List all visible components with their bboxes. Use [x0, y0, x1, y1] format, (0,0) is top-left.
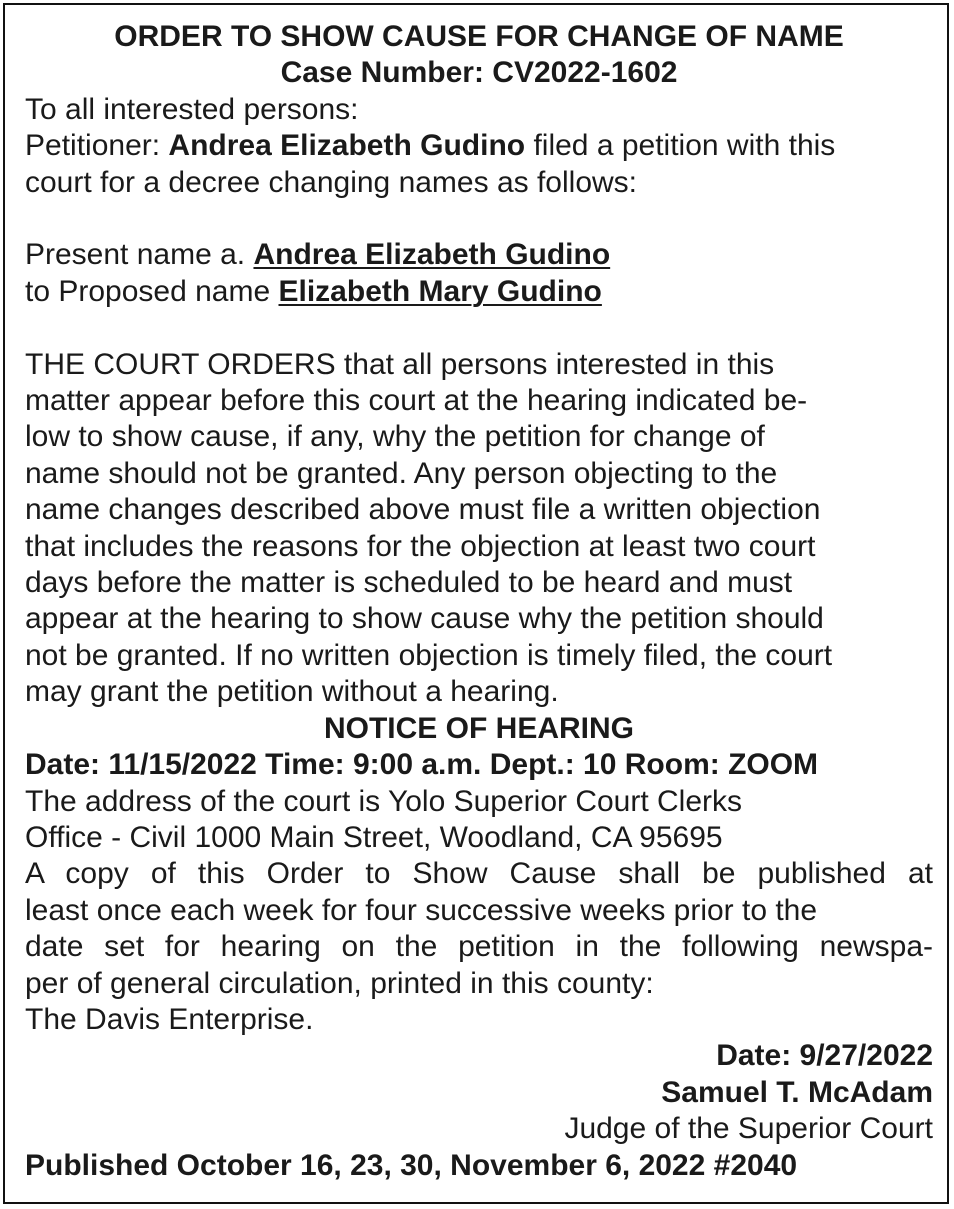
present-prefix: Present name a.	[25, 238, 254, 272]
petition-line-2: court for a decree changing names as follows:	[25, 165, 637, 199]
address-line: The address of the court is Yolo Superior Court Clerks	[25, 784, 743, 818]
order-line: that includes the reasons for the objection at least two court	[25, 529, 816, 563]
judge-name: Samuel T. McAdam	[661, 1075, 933, 1109]
petitioner-line	[25, 128, 933, 164]
order-line: appear at the hearing to show cause why the petition should	[25, 602, 824, 636]
order-line: may grant the petition without a hearing.	[25, 675, 559, 709]
publish-line: The Davis Enterprise.	[25, 1002, 314, 1036]
present-name: Andrea Elizabeth Gudino	[253, 238, 611, 272]
hearing-heading: NOTICE OF HEARING	[323, 711, 634, 745]
order-line: name should not be granted. Any person objecting to the	[25, 456, 778, 490]
address-line: Office - Civil 1000 Main Street, Woodland, CA 95695	[25, 820, 723, 854]
order-line: name changes described above must file a written objection	[25, 493, 821, 527]
publish-line: per of general circulation, printed in this county:	[25, 966, 654, 1000]
order-line: not be granted. If no written objection is timely filed, the court	[25, 638, 833, 672]
order-line: matter appear before this court at the hearing indicated be-	[25, 384, 808, 418]
petitioner-prefix: Petitioner:	[25, 129, 169, 163]
signed-date: Date: 9/27/2022	[716, 1039, 933, 1073]
proposed-name: Elizabeth Mary Gudino	[278, 274, 602, 308]
greeting: To all interested persons:	[25, 92, 359, 126]
case-number: Case Number: CV2022-1602	[280, 56, 678, 90]
publish-line: date set for hearing on the petition in the following newspa-	[25, 930, 933, 964]
legal-notice	[25, 19, 933, 1184]
publication-dates: Published October 16, 23, 30, November 6, 2022 #2040	[25, 1148, 798, 1182]
publish-line: A copy of this Order to Show Cause shall be published at	[25, 857, 933, 891]
notice-title: ORDER TO SHOW CAUSE FOR CHANGE OF NAME	[114, 20, 844, 53]
petitioner-name: Andrea Elizabeth Gudino	[168, 129, 526, 163]
court-order-paragraph	[25, 347, 933, 711]
order-line: THE COURT ORDERS that all persons interested in this	[25, 347, 775, 381]
publication-paragraph	[25, 856, 933, 1038]
hearing-details: Date: 11/15/2022 Time: 9:00 a.m. Dept.: 10 Room: ZOOM	[25, 748, 819, 782]
petitioner-suffix: filed a petition with this	[525, 129, 836, 163]
order-line: low to show cause, if any, why the petition for change of	[25, 420, 765, 454]
proposed-name-line	[25, 274, 933, 310]
publish-line: least once each week for four successive weeks prior to the	[25, 893, 818, 927]
proposed-prefix: to Proposed name	[25, 274, 279, 308]
spacer	[25, 201, 933, 237]
judge-title: Judge of the Superior Court	[564, 1112, 933, 1146]
present-name-line	[25, 237, 933, 273]
order-line: days before the matter is scheduled to be heard and must	[25, 566, 793, 600]
spacer	[25, 310, 933, 346]
